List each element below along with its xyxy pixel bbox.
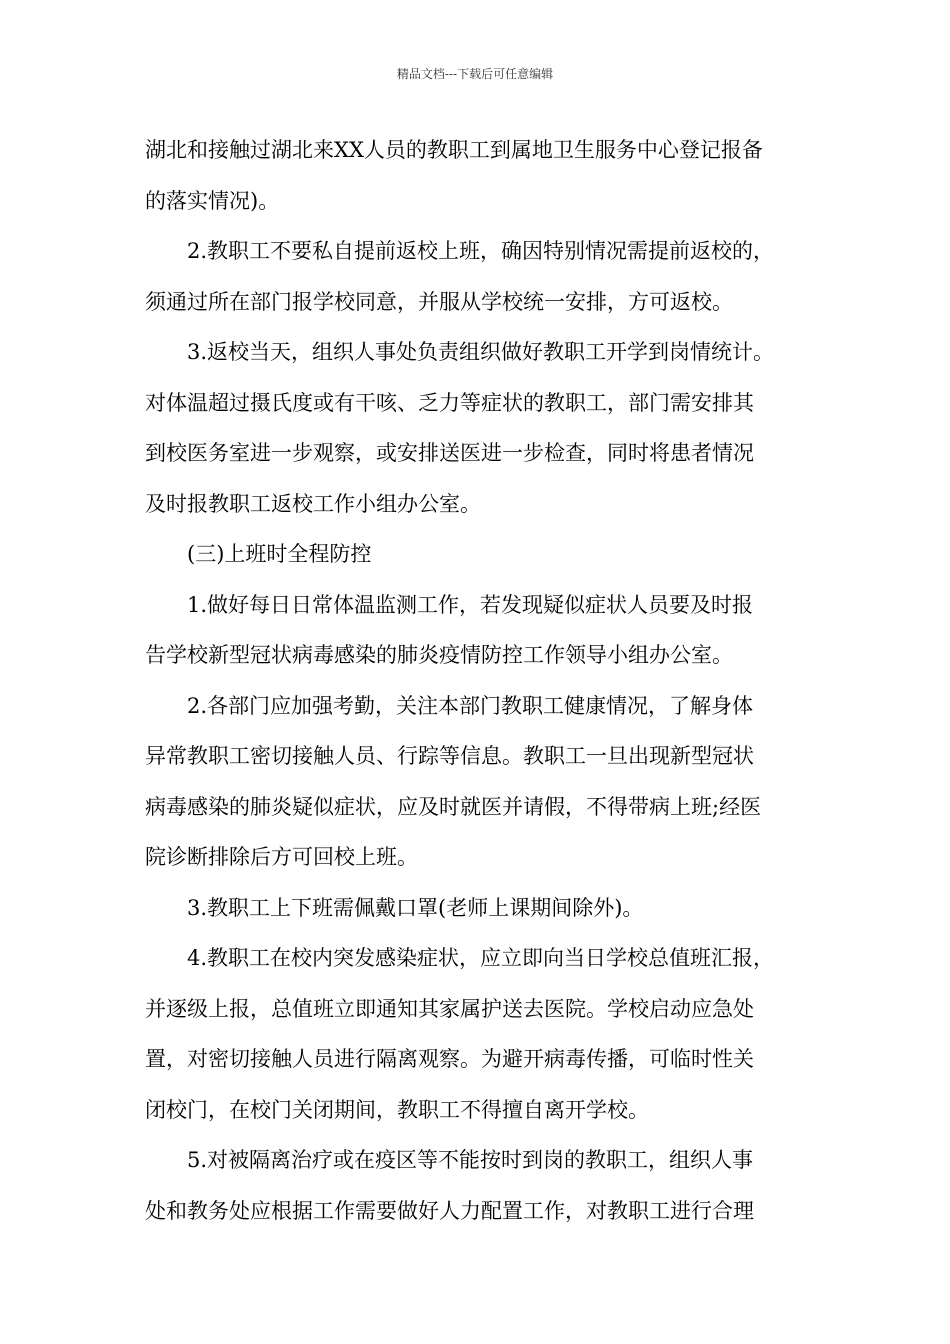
text-line: 置，对密切接触人员进行隔离观察。为避开病毒传播，可临时性关 — [145, 1047, 754, 1071]
paragraph-start: 1.做好每日日常体温监测工作，若发现疑似症状人员要及时报 — [187, 592, 754, 617]
page-header: 精品文档---下载后可任意编辑 — [396, 67, 554, 81]
text-line: 须通过所在部门报学校同意，并服从学校统一安排，方可返校。 — [145, 289, 733, 314]
paragraph-start: 2.各部门应加强考勤，关注本部门教职工健康情况，了解身体 — [187, 693, 754, 718]
section-heading: (三)上班时全程防控 — [187, 542, 372, 566]
paragraph-start: 5.对被隔离治疗或在疫区等不能按时到岗的教职工，组织人事 — [187, 1148, 754, 1172]
paragraph-start: 3.教职工上下班需佩戴口罩(老师上课期间除外)。 — [187, 895, 644, 920]
paragraph-start: 4.教职工在校内突发感染症状，应立即向当日学校总值班汇报， — [187, 946, 775, 970]
text-line: 异常教职工密切接触人员、行踪等信息。教职工一旦出现新型冠状 — [145, 744, 754, 768]
text-line: 及时报教职工返校工作小组办公室。 — [145, 491, 481, 516]
text-line: 告学校新型冠状病毒感染的肺炎疫情防控工作领导小组办公室。 — [145, 643, 733, 667]
text-line: 到校医务室进一步观察，或安排送医进一步检查，同时将患者情况 — [145, 441, 754, 465]
text-line: 闭校门，在校门关闭期间，教职工不得擅自离开学校。 — [145, 1097, 649, 1122]
text-line: 对体温超过摄氏度或有干咳、乏力等症状的教职工，部门需安排其 — [145, 390, 754, 415]
document-body — [145, 130, 810, 1241]
text-line: 湖北和接触过湖北来XX人员的教职工到属地卫生服务中心登记报备 — [145, 138, 763, 162]
text-line: 处和教务处应根据工作需要做好人力配置工作，对教职工进行合理 — [145, 1198, 754, 1223]
text-line: 并逐级上报，总值班立即通知其家属护送去医院。学校启动应急处 — [145, 996, 754, 1021]
text-line: 病毒感染的肺炎疑似症状，应及时就医并请假，不得带病上班;经医 — [145, 794, 762, 819]
text-line: 院诊断排除后方可回校上班。 — [145, 845, 418, 869]
text-line: 的落实情况)。 — [145, 188, 280, 213]
paragraph-start: 2.教职工不要私自提前返校上班，确因特别情况需提前返校的， — [187, 239, 775, 263]
paragraph-start: 3.返校当天，组织人事处负责组织做好教职工开学到岗情统计。 — [187, 340, 775, 364]
